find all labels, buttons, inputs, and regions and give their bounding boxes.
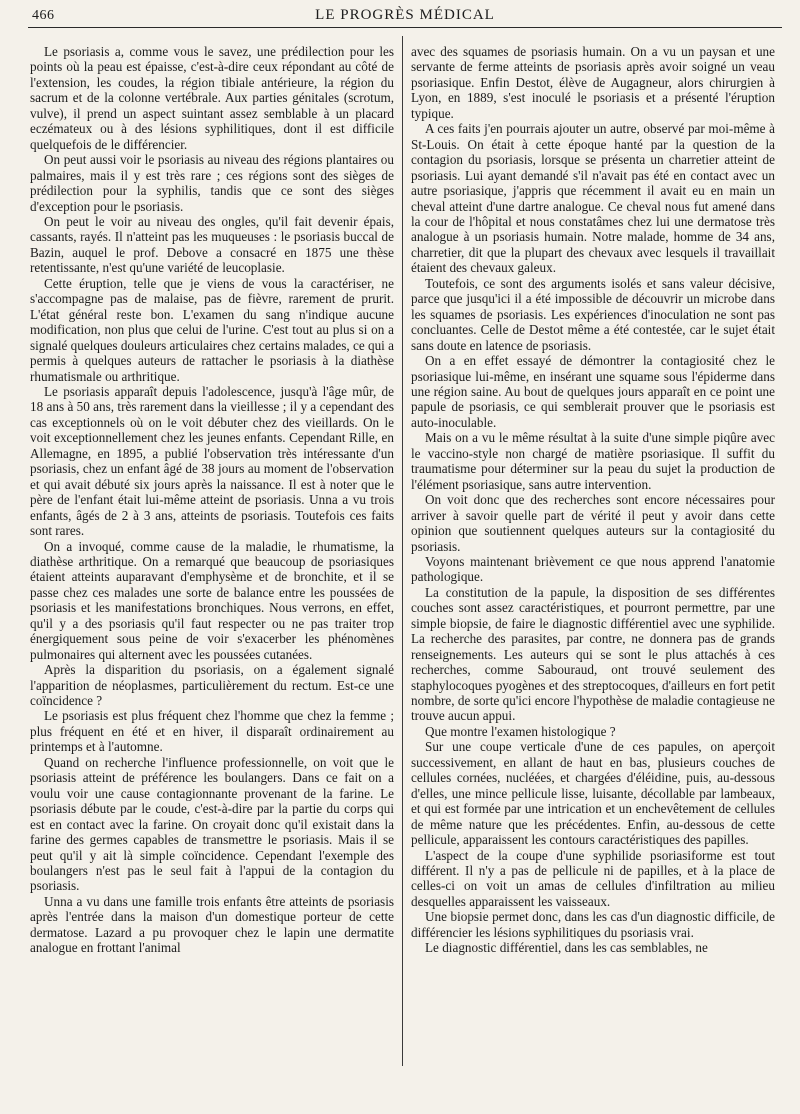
right-column — [411, 44, 775, 1074]
paragraph: Le psoriasis apparaît depuis l'adolescence, jusqu'à l'âge mûr, de 18 ans à 50 ans, très rarement dans la vieillesse ; il y a cependant des cas exceptionnels où on le voit débuter chez des vieillards. On le voit exceptionnellement chez les jeunes enfants. Cependant Rille, en Allemagne, en 1895, a publié l'observation très intéressante d'un psoriasis, chez un enfant âgé de 38 jours au moment de l'observation et qui avait débuté six jours après la naissance. Il est à noter que le père de l'enfant était lui-même atteint de psoriasis. Unna a vu trois enfants, âgés de 2 à 3 ans, atteints de psoriasis. Toutefois ces faits sont rares. — [30, 383, 394, 539]
paragraph: On voit donc que des recherches sont encore nécessaires pour arriver à savoir quelle part de vérité il peut y avoir dans cette opinion que soutiennent quelques auteurs sur la contagiosité du psoriasis. — [411, 492, 775, 554]
paragraph: On a invoqué, comme cause de la maladie, le rhumatisme, la diathèse arthritique. On a remarqué que beaucoup de psoriasiques étaient atteints auparavant d'emphysème et de bronchite, et il se passe chez ces malades une sorte de balance entre les poussées de psoriasis et les manifestations bronchiques. Nous verrons, en effet, qu'il y a des psoriasis qu'il faut respecter ou ne pas traiter trop énergiquement sous peine de voir s'exacerber les phénomènes pulmonaires qui alternent avec les poussées cutanées. — [30, 538, 394, 662]
page-number: 466 — [32, 8, 55, 23]
paragraph: Sur une coupe verticale d'une de ces papules, on aperçoit successivement, en allant de haut en bas, plusieurs couches de cellules cornées, nucléées, et chargées d'éléidine, puis, au-dessous d'elles, une mince pellicule lisse, luisante, décollable par lambeaux, et qui est formée par une intrication et un enchevêtement de cellules de même nature que les précédentes. Enfin, au-dessous de cette pellicule, apparaissent les contours caractéristiques des papilles. — [411, 739, 775, 848]
paragraph: avec des squames de psoriasis humain. On a vu un paysan et une servante de ferme atteints de psoriasis après avoir soigné un veau psoriasique. Enfin Destot, élève de Augagneur, alors chirurgien à Lyon, en 1889, s'est inoculé le psoriasis et a présenté l'éruption typique. — [411, 44, 775, 121]
paragraph: Le psoriasis a, comme vous le savez, une prédilection pour les points où la peau est épaisse, c'est-à-dire ceux répondant au côté de l'extension, les coudes, la région tibiale antérieure, la région du sacrum et de la colonne vertébrale. Aux parties génitales (scrotum, vulve), il prend un aspect suintant assez semblable à un placard eczémateux ou à des lésions syphilitiques, dont il est difficile quelquefois de le différencier. — [30, 44, 394, 152]
paragraph: L'aspect de la coupe d'une syphilide psoriasiforme est tout différent. Il n'y a pas de pellicule ni de papilles, et à la place de celles-ci on voit un amas de cellules d'infiltration au milieu desquelles apparaissent les vaisseaux. — [411, 847, 775, 909]
header-rule — [28, 27, 782, 28]
paragraph: On peut aussi voir le psoriasis au niveau des régions plantaires ou palmaires, mais il y est très rare ; ces régions sont des sièges de prédilection pour la syphilis, tandis que ce sont des sièges d'exception pour le psoriasis. — [30, 152, 394, 214]
column-divider — [402, 36, 403, 1066]
paragraph: On peut le voir au niveau des ongles, qu'il fait devenir épais, cassants, rayés. Il n'atteint pas les muqueuses : le psoriasis buccal de Bazin, auquel le prof. Debove a consacré en 1875 une thèse retentissante, n'est qu'une variété de leucoplasie. — [30, 213, 394, 276]
left-column — [30, 44, 394, 1074]
paragraph: La constitution de la papule, la disposition de ses différentes couches sont assez caractéristiques, et pourront permettre, par une simple biopsie, de faire le diagnostic différentiel avec une syphilide. La recherche des parasites, par contre, ne donnera pas de grands renseignements. Les auteurs qui se sont le plus attachés à ces recherches, comme Sabouraud, ont trouvé seulement des staphylocoques pyogènes et des streptocoques, d'ailleurs en fort petit nombre, de sorte qu'ici encore l'hypothèse de maladie contagieuse ne trouve aucun appui. — [411, 584, 775, 724]
paragraph: Cette éruption, telle que je viens de vous la caractériser, ne s'accompagne pas de malaise, pas de fièvre, rarement de prurit. L'état général reste bon. L'examen du sang n'indique aucune modification, non plus que celui de l'urine. C'est tout au plus si on a signalé quelques douleurs articulaires chez certains malades, ce qui a permis à quelques auteurs de rattacher le psoriasis à la diathèse rhumatismale ou arthritique. — [30, 275, 394, 384]
paragraph: Toutefois, ce sont des arguments isolés et sans valeur décisive, parce que jusqu'ici il a été impossible de découvrir un microbe dans les squames de psoriasis. Les expériences d'inoculation ne sont pas concluantes. Celle de Destot même a été contestée, car le sujet était sans doute en latence de psoriasis. — [411, 275, 775, 353]
paragraph: Voyons maintenant brièvement ce que nous apprend l'anatomie pathologique. — [411, 553, 775, 585]
paragraph: A ces faits j'en pourrais ajouter un autre, observé par moi-même à St-Louis. On était à cette époque hanté par la question de la contagion du psoriasis, lorsque se présenta un charretier atteint de psoriasis. Lui ayant demandé s'il n'avait pas été en contact avec un autre psoriasique, j'appris que récemment il avait eu en main un cheval atteint d'une dartre analogue. Ce cheval nous fut amené dans la cour de l'hôpital et nous constatâmes chez lui une dermatose très analogue à un psoriasis humain. Notre malade, homme de 34 ans, charretier, dit que la plupart des chevaux avec lesquels il travaillait étaient des chevaux galeux. — [411, 121, 775, 276]
paragraph: Le diagnostic différentiel, dans les cas semblables, ne — [425, 940, 708, 956]
page-header — [30, 6, 780, 28]
paragraph: Mais on a vu le même résultat à la suite d'une simple piqûre avec le vaccino-style non chargé de matière psoriasique. Il suffit du traumatisme pour déterminer sur la peau du sujet la production de l'élément psoriasique, sans autre intervention. — [411, 430, 775, 492]
paragraph: Quand on recherche l'influence professionnelle, on voit que le psoriasis atteint de préférence les boulangers. Dans ce fait on a voulu voir une cause contagionnante provenant de la farine. Le psoriasis débute par le coude, c'est-à-dire par la partie du corps qui est en contact avec la farine. On croyait donc qu'il existait dans la farine des germes capables de transmettre le psoriasis. Mais il se peut qu'il y ait là simple coïncidence. Cependant l'exemple des boulangers n'est pas le seul fait à l'appui de la contagion du psoriasis. — [30, 754, 394, 894]
journal-title: LE PROGRÈS MÉDICAL — [315, 7, 495, 23]
paragraph: Que montre l'examen histologique ? — [425, 723, 616, 739]
paragraph: Une biopsie permet donc, dans les cas d'un diagnostic difficile, de différencier les lésions syphilitiques du psoriasis vrai. — [411, 909, 775, 940]
paragraph: Unna a vu dans une famille trois enfants être atteints de psoriasis après l'entrée dans la maison d'un domestique porteur de cette dermatose. Lazard a pu provoquer chez le lapin une dermatite analogue en frottant l'animal — [30, 893, 394, 956]
paragraph: On a en effet essayé de démontrer la contagiosité chez le psoriasique lui-même, en insérant une squame sous l'épiderme dans une région saine. Au bout de quelques jours apparaît en ce point une papule de psoriasis, ce qui semblerait prouver que le psoriasis est auto-inoculable. — [411, 353, 775, 430]
paragraph: Le psoriasis est plus fréquent chez l'homme que chez la femme ; plus fréquent en été et en hiver, il disparaît ordinairement au printemps et à l'automne. — [30, 708, 394, 755]
paragraph: Après la disparition du psoriasis, on a également signalé l'apparition de néoplasmes, particulièrement du rectum. Est-ce une coïncidence ? — [30, 662, 394, 709]
